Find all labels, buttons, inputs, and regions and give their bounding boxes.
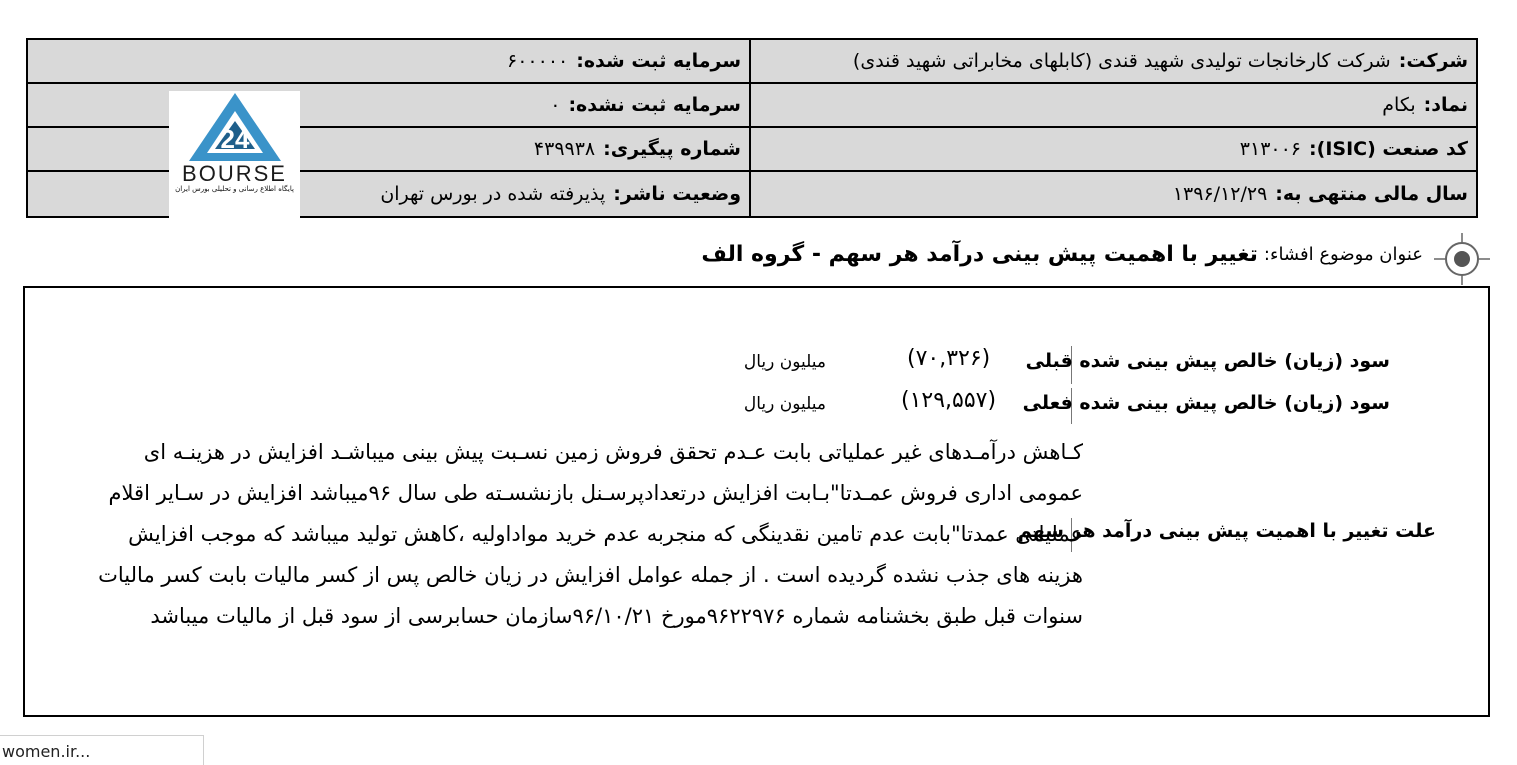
change-reason-text [98, 432, 1083, 637]
subject-label: عنوان موضوع افشاء: [1263, 243, 1423, 265]
symbol-value: بکام [1382, 94, 1416, 116]
previous-forecast-label: سود (زیان) خالص پیش بینی شده قبلی [1025, 350, 1390, 372]
tracking-number-cell [28, 128, 751, 170]
symbol-cell [751, 84, 1476, 126]
fiscal-year-cell [751, 172, 1476, 216]
isic-value: ۳۱۳۰۰۶ [1239, 138, 1302, 160]
bourse-logo [169, 91, 300, 218]
status-bar-url: women.ir... [0, 735, 204, 765]
logo-wordmark: BOURSE [182, 161, 287, 186]
fiscal-year-label: سال مالی منتهی به: [1275, 183, 1468, 205]
reason-line: هزینه های جذب نشده گردیده است . از جمله عوامل افزایش در زیان خالص پس از کسر مالیات بابت کسر مالیات [98, 563, 1083, 587]
unregistered-capital-value: ۰ [550, 94, 561, 116]
company-value: شرکت کارخانجات تولیدی شهید قندی (کابلهای مخابراتی شهید قندی) [852, 50, 1391, 72]
company-label: شرکت: [1398, 50, 1468, 72]
isic-cell [751, 128, 1476, 170]
reason-line: عمومی اداری فروش عمـدتا"بـابت افزایش درتعدادپرسـنل بازنشسـته طی سال ۹۶میباشد افزایش در سـایر اقلام [108, 481, 1083, 505]
fiscal-year-value: ۱۳۹۶/۱۲/۲۹ [1172, 183, 1268, 205]
current-forecast-value: (۱۲۹,۵۵۷) [901, 388, 997, 413]
previous-forecast-value: (۷۰,۳۲۶) [907, 346, 991, 371]
reason-line: عملیاتی عمدتا"بابت عدم تامین نقدینگی که منجربه عدم خرید مواداولیه ،کاهش تولید میباشد که موجب افزایش [128, 522, 1083, 546]
forecast-change-box [23, 286, 1490, 717]
symbol-label: نماد: [1423, 94, 1468, 116]
disclosure-subject [701, 236, 1423, 272]
publisher-status-cell [28, 172, 751, 216]
bourse-logo-icon [187, 91, 283, 163]
unregistered-capital-label: سرمایه ثبت نشده: [568, 94, 741, 116]
current-forecast-label: سود (زیان) خالص پیش بینی شده فعلی [1022, 392, 1390, 414]
target-icon [1434, 233, 1490, 285]
registered-capital-cell [28, 40, 751, 82]
publisher-status-value: پذیرفته شده در بورس تهران [380, 183, 606, 205]
svg-text:24: 24 [220, 124, 249, 154]
tracking-number-value: ۴۳۹۹۳۸ [533, 138, 596, 160]
publisher-status-label: وضعیت ناشر: [613, 183, 741, 205]
registered-capital-label: سرمایه ثبت شده: [576, 50, 741, 72]
info-row-company [28, 40, 1476, 84]
reason-line: کـاهش درآمـدهای غیر عملیاتی بابت عـدم تحقق فروش زمین نسـبت پیش بینی میباشـد افزایش در هزینـه ای [143, 440, 1083, 464]
current-forecast-unit: میلیون ریال [743, 394, 826, 414]
company-cell [751, 40, 1476, 82]
change-reason-label: علت تغییر با اهمیت پیش بینی درآمد هر سهم [1017, 520, 1436, 542]
previous-forecast-unit: میلیون ریال [743, 352, 826, 372]
subject-title: تغییر با اهمیت پیش بینی درآمد هر سهم - گروه الف [701, 241, 1258, 267]
reason-line: سنوات قبل طبق بخشنامه شماره ۹۶۲۲۹۷۶مورخ ۹۶/۱۰/۲۱سازمان حسابرسی از سود قبل از مالیات میباشد [150, 604, 1083, 628]
tracking-number-label: شماره پیگیری: [603, 138, 741, 160]
logo-subtitle: پایگاه اطلاع رسانی و تحلیلی بورس ایران [175, 185, 294, 193]
unregistered-capital-cell [28, 84, 751, 126]
isic-label: کد صنعت (ISIC): [1309, 138, 1468, 160]
registered-capital-value: ۶۰۰۰۰۰ [507, 50, 569, 72]
